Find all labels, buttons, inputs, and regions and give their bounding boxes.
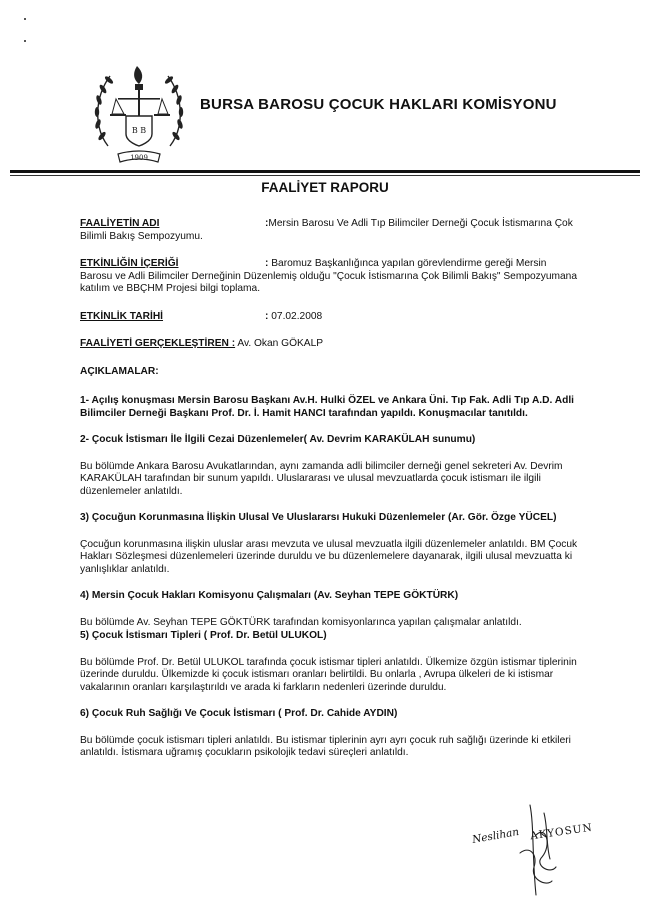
section-5-heading: 5) Çocuk İstismarı Tipleri ( Prof. Dr. Betül ULUKOL) [80, 630, 327, 641]
scan-mark [24, 40, 26, 42]
field-value: Baromuz Başkanlığınca yapılan görevlendirme gereği Mersin Barosu ve Adli Bilimciler Derneğinin Düzenlemiş olduğu "Çocuk İstismarına Çok Bilimli Bakış" Sempozyumana katılım ve BBÇHM Projesi bilgi toplama. [80, 258, 577, 294]
section-1-heading: 1- Açılış konuşması Mersin Barosu Başkanı Av.H. Hulki ÖZEL ve Ankara Üni. Tıp Fak. Adli Tıp A.D. Adli Bilimciler Derneği Başkanı Prof. Dr. İ. Hamit HANCI tarafından yapıldı. Konuşmacılar tanıtıldı. [80, 395, 575, 419]
field-event-content: ETKİNLİĞİN İÇERİĞİ : Baromuz Başkanlığınca yapılan görevlendirme gereği Mersin Barosu ve Adli Bilimciler Derneğinin Düzenlemiş olduğu "Çocuk İstismarına Çok Bilimli Bakış" Sempozyumana katılım ve BBÇHM Projesi bilgi toplama. [80, 258, 577, 294]
emblem-letters: B B [131, 126, 147, 135]
section-3-body: Çocuğun korunmasına ilişkin uluslar arası mevzuta ve ulusal mevzuatla ilgili düzenlemeler anlatıldı. BM Çocuk Hakları Sözleşmesi düzenlemeleri üzerinde duruldu ve bu düzenlemelere dayanarak, ilgili ulusal mevzuatta ki yanlışlıklar anlatıldı. [80, 538, 578, 575]
field-activity-name: FAALİYETİN ADI :Mersin Barosu Ve Adli Tıp Bilimciler Derneği Çocuk İstismarına Çok Bilimli Bakış Sempozyumu. [80, 218, 573, 242]
section-3-heading: 3) Çocuğun Korunmasına İlişkin Ulusal Ve Uluslararsı Hukuki Düzenlemeler (Ar. Gör. Özge YÜCEL) [80, 512, 557, 523]
section-2-body: Bu bölümde Ankara Barosu Avukatlarından, aynı zamanda adli bilimciler derneği genel sekreteri Av. Devrim KARAKÜLAH tarafından bir sunum yapıldı. Uluslararası ve ulusal mevzuatlarda çocuk istismarı ile ilgili düzenlemeler anlatıldı. [80, 460, 563, 497]
explanations-heading: AÇIKLAMALAR: [80, 365, 159, 377]
signature-last-name: AKYOSUN [529, 821, 594, 843]
header-divider-thin [10, 175, 640, 176]
section-5-body: Bu bölümde Prof. Dr. Betül ULUKOL tarafında çocuk istismar tipleri anlatıldı. Ülkemize özgün istismar tiplerinin üzerinde duruldu. Ülkemizde ki çocuk istismarı oranları belirtildi. Bu onlarla , Avrupa ülkeleri de ki istismar vakalarının oranları karşılaştırıldı ve arada ki farkların nedenleri üzerinde duruldu. [80, 656, 577, 693]
field-performed-by [80, 338, 580, 351]
field-event-date: ETKİNLİK TARİHİ : 07.02.2008 [80, 310, 323, 322]
field-label: FAALİYETİN ADI [80, 218, 160, 229]
section-6-body: Bu bölümde çocuk istismarı tipleri anlatıldı. Bu istismar tiplerinin ayrı ayrı çocuk ruh sağlığı üzerinde ki etkileri anlatıldı. İstismara uğramış çocukların psikolojik tedavi süreçleri anlatıldı. [80, 734, 571, 758]
field-label: FAALİYETİ GERÇEKLEŞTİREN : [80, 338, 236, 349]
field-value: Mersin Barosu Ve Adli Tıp Bilimciler Derneği Çocuk İstismarına Çok Bilimli Bakış Sempozyumu. [80, 218, 573, 242]
signature-first-name: Neslihan [471, 825, 520, 847]
header-divider [10, 170, 640, 173]
field-value: 07.02.2008 [271, 310, 323, 322]
section-4-heading: 4) Mersin Çocuk Hakları Komisyonu Çalışmaları (Av. Seyhan TEPE GÖKTÜRK) [80, 590, 459, 601]
field-value: Av. Okan GÖKALP [237, 338, 324, 349]
report-body [80, 218, 580, 774]
organization-name: BURSA BAROSU ÇOCUK HAKLARI KOMİSYONU [200, 96, 557, 113]
section-4-body: Bu bölümde Av. Seyhan TEPE GÖKTÜRK tarafından komisyonlarınca yapılan çalışmalar anlatıldı. [80, 616, 522, 628]
scan-mark [24, 18, 26, 20]
bar-association-emblem [88, 58, 190, 168]
field-label: ETKİNLİĞİN İÇERİĞİ [80, 258, 179, 269]
report-title: FAALİYET RAPORU [261, 180, 389, 195]
handwritten-signature [490, 795, 600, 905]
emblem-year: 1909 [130, 154, 148, 162]
section-2-heading: 2- Çocuk İstismarı İle İlgili Cezai Düzenlemeler( Av. Devrim KARAKÜLAH sunumu) [80, 434, 476, 445]
section-6-heading: 6) Çocuk Ruh Sağlığı Ve Çocuk İstismarı ( Prof. Dr. Cahide AYDIN) [80, 708, 398, 719]
field-label: ETKİNLİK TARİHİ [80, 310, 164, 322]
